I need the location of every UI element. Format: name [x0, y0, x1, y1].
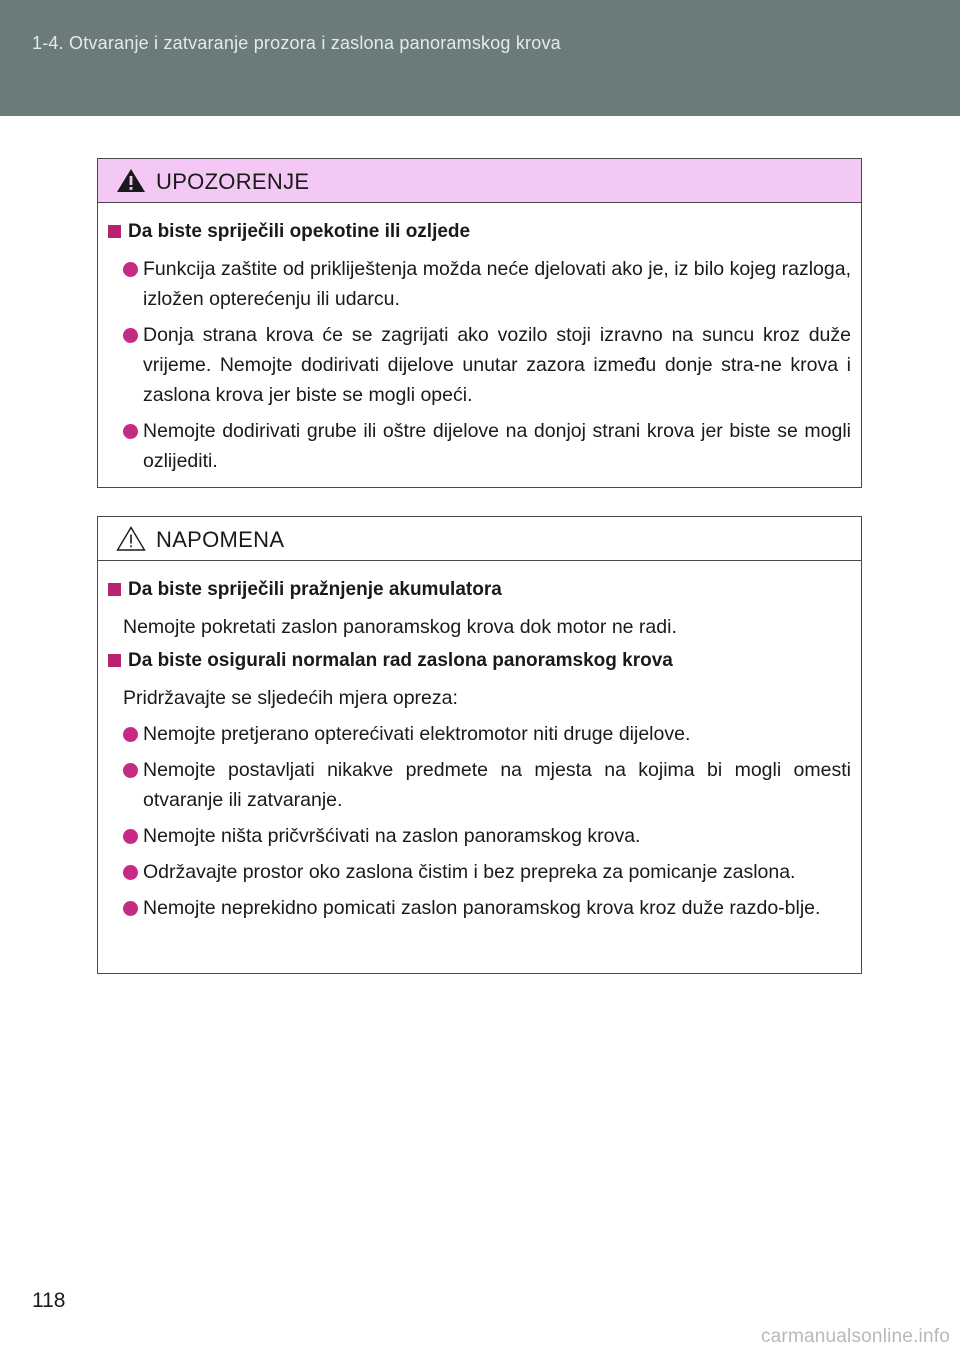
list-item: Nemojte neprekidno pomicati zaslon panoramskog krova kroz duže razdo-blje.: [108, 893, 851, 923]
chapter-title: 1-4. Otvaranje i zatvaranje prozora i zaslona panoramskog krova: [32, 33, 561, 53]
section-heading: [108, 577, 851, 603]
section-title: Da biste spriječili opekotine ili ozljede: [128, 221, 471, 242]
round-bullet-icon: [123, 424, 138, 439]
round-bullet-icon: [123, 727, 138, 742]
page-header: [0, 0, 960, 116]
list-item: Funkcija zaštite od prikliještenja možda neće djelovati ako je, iz bilo kojeg razloga, izložen opterećenju ili udarcu.: [108, 254, 851, 314]
round-bullet-icon: [123, 328, 138, 343]
section-text: Nemojte pokretati zaslon panoramskog krova dok motor ne radi.: [123, 616, 677, 638]
warning-triangle-icon: [116, 167, 146, 194]
round-bullet-icon: [123, 763, 138, 778]
list-item: Nemojte pretjerano opterećivati elektromotor niti druge dijelove.: [108, 719, 851, 749]
list-item: Nemojte ništa pričvršćivati na zaslon panoramskog krova.: [108, 821, 851, 851]
section-heading: [108, 648, 851, 674]
round-bullet-icon: [123, 865, 138, 880]
warning-box-header: [98, 159, 861, 203]
note-label: NAPOMENA: [156, 527, 285, 552]
warning-label: UPOZORENJE: [156, 169, 310, 194]
square-bullet-icon: [108, 654, 121, 667]
note-box-header: [98, 517, 861, 561]
list-item: Donja strana krova će se zagrijati ako vozilo stoji izravno na suncu kroz duže vrijeme. Nemojte dodirivati dijelove unutar zazora između donje stra-ne krova i zaslona krova jer biste se mogli opeći.: [108, 320, 851, 410]
list-item: Nemojte postavljati nikakve predmete na mjesta na kojima bi mogli omesti otvaranje ili zatvaranje.: [108, 755, 851, 815]
warning-box: [97, 158, 862, 488]
page-number: 118: [32, 1289, 66, 1312]
section-heading: [108, 219, 851, 245]
round-bullet-icon: [123, 262, 138, 277]
round-bullet-icon: [123, 829, 138, 844]
round-bullet-icon: [123, 901, 138, 916]
square-bullet-icon: [108, 225, 121, 238]
note-box-body: [98, 561, 861, 923]
note-box: [97, 516, 862, 974]
section-title: Da biste spriječili pražnjenje akumulatora: [128, 579, 502, 600]
square-bullet-icon: [108, 583, 121, 596]
section-intro: Pridržavajte se sljedećih mjera opreza:: [123, 687, 458, 709]
watermark: carmanualsonline.info: [760, 1326, 950, 1347]
caution-triangle-icon: [116, 525, 146, 552]
list-item: Nemojte dodirivati grube ili oštre dijelove na donjoj strani krova jer biste se mogli ozlijediti.: [108, 416, 851, 476]
warning-box-body: [98, 203, 861, 476]
list-item: Održavajte prostor oko zaslona čistim i bez prepreka za pomicanje zaslona.: [108, 857, 851, 887]
section-title: Da biste osigurali normalan rad zaslona panoramskog krova: [128, 650, 673, 671]
